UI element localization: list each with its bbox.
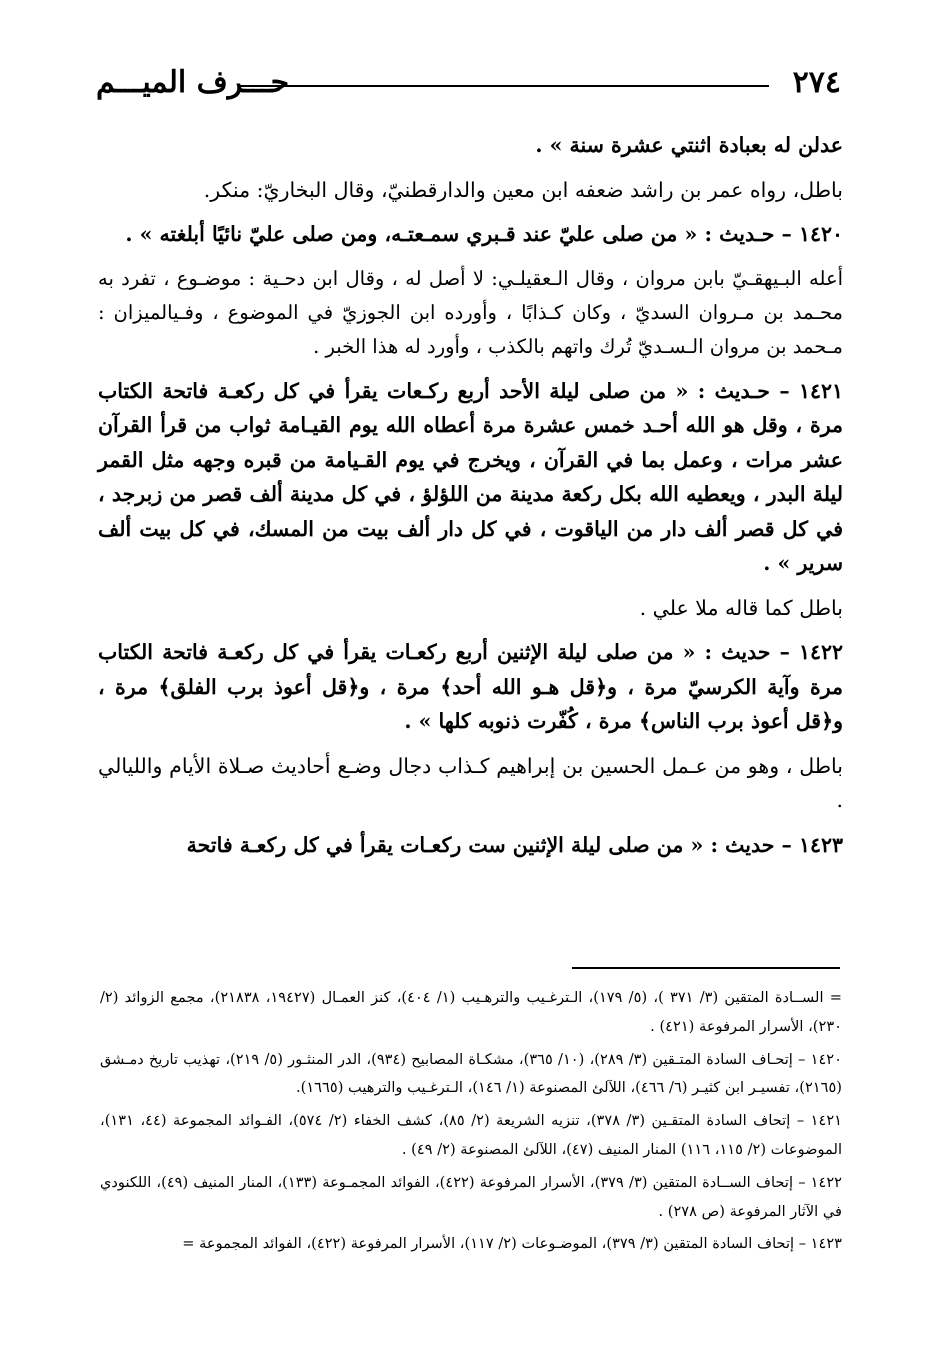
footnotes [100, 984, 842, 1263]
footnote-1420: ١٤٢٠ – إتحـاف السادة المتـقين (٣/ ٢٨٩)، (١٠/ ٣٦٥)، مشكـاة المصابيح (٩٣٤)، الدر المنثـور (٥/ ٢١٩)، تهذيب تاريخ دمـشق (٢١٦٥)، تفسيـر ابن كثيـر (٦/ ٤٦٦)، اللآلئ المصنوعة (١/ ١٤٦)، الـترغـيب والترهيب (١٦٦٥). [100, 1050, 842, 1097]
footnote-1422: ١٤٢٢ – إتحاف الســادة المتقين (٣/ ٣٧٩)، الأسرار المرفوعة (٤٢٢)، الفوائد المجمـوعة (١٣٣)، المنار المنيف (٤٩)، اللكنودي في الآثار المرفوعة (ص ٢٧٨) . [100, 1173, 843, 1220]
page-number: ٢٧٤ [792, 65, 841, 100]
paragraph-ruling: باطل، رواه عمر بن راشد ضعفه ابن معين والدارقطنيّ، وقال البخاريّ: منكر. [203, 177, 843, 202]
paragraph-ruling: باطل كما قاله ملا علي . [639, 595, 843, 620]
footnote-rule [572, 967, 840, 969]
paragraph-ruling: باطل ، وهو من عـمل الحسين بن إبراهيم كـذاب دجال وضـع أحاديث صـلاة الأيام والليالي . [98, 753, 843, 812]
paragraph-continuation: عدلن له بعبادة اثنتي عشرة سنة » . [535, 133, 843, 157]
hadith-1422: ١٤٢٢ – حديث : « من صلى ليلة الإثنين أربع ركعـات يقرأ في كل ركعـة فاتحة الكتاب مرة وآية الكرسيّ مرة ، و﴿قل هـو الله أحد﴾ مرة ، و﴿قل أعوذ برب الفلق﴾ مرة ، و﴿قل أعوذ برب الناس﴾ مرة ، كُفّرت ذنوبه كلها » . [98, 640, 843, 733]
header-rule [238, 85, 769, 87]
hadith-1421: ١٤٢١ – حـديث : « من صلى ليلة الأحد أربع ركـعات يقرأ في كل ركعـة فاتحة الكتاب مرة ، وقل هو الله أحـد خمس عشرة مرة أعطاه الله يوم القيـامة ثواب من قرأ القرآن عشر مرات ، وعمل بما في القرآن ، ويخرج في يوم القـيامة من قبره وجهه مثل القمر ليلة البدر ، ويعطيه الله بكل ركعة مدينة من اللؤلؤ ، في كل مدينة ألف قصر من زبرجد ، في كل قصر ألف دار من الياقوت ، في كل دار ألف بيت من المسك، في كل بيت ألف سرير » . [98, 378, 843, 575]
footnote-1421: ١٤٢١ – إتحاف السادة المتقـين (٣/ ٣٧٨)، تنزيه الشريعة (٢/ ٨٥)، كشف الخفاء (٢/ ٥٧٤)، الفـوائد المجموعة (٤٤، ١٣١)، الموضوعات (٢/ ١١٥، ١١٦) المنار المنيف (٤٧)، اللآلئ المصنوعة (٢/ ٤٩) . [100, 1112, 842, 1158]
hadith-1423: ١٤٢٣ – حديث : « من صلى ليلة الإثنين ست ركعـات يقرأ في كل ركعـة فاتحة [186, 832, 843, 857]
chapter-title: حـــرف الميـــم [96, 65, 290, 100]
footnote-1423: ١٤٢٣ – إتحاف السادة المتقين (٣/ ٣٧٩)، الموضـوعات (٢/ ١١٧)، الأسرار المرفوعة (٤٢٢)، الفوائد المجموعة = [182, 1235, 842, 1253]
footnote: = الســادة المتقين (٣/ ٣٧١ )، (٥/ ١٧٩)، الـترغـيب والترهـيب (١/ ٤٠٤)، كنز العمـال (١٩٤٢٧، ٢١٨٣٨)، مجمع الزوائد (٢/ ٢٣٠)، الأسرار المرفوعة (٤٢١) . [100, 989, 842, 1035]
main-text [98, 128, 843, 872]
hadith-1420: ١٤٢٠ – حـديث : « من صلى عليّ عند قـبري سمـعتـه، ومن صلى عليّ نائيًا أبلغته » . [125, 222, 843, 246]
paragraph-commentary: أعله البـيهقـيّ بابن مروان ، وقال الـعقيلـي: لا أصل له ، وقال ابن دحـية : موضـوع ، تفرد به محـمد بن مـروان السديّ ، وكان كـذابًا ، وأورده ابن الجوزيّ في الموضوع ، وفـيالميزان : مـحمد بن مروان الـسـديّ تُرك واتهم بالكذب ، وأورد له هذا الخبر . [98, 266, 843, 358]
page-header [96, 64, 841, 108]
